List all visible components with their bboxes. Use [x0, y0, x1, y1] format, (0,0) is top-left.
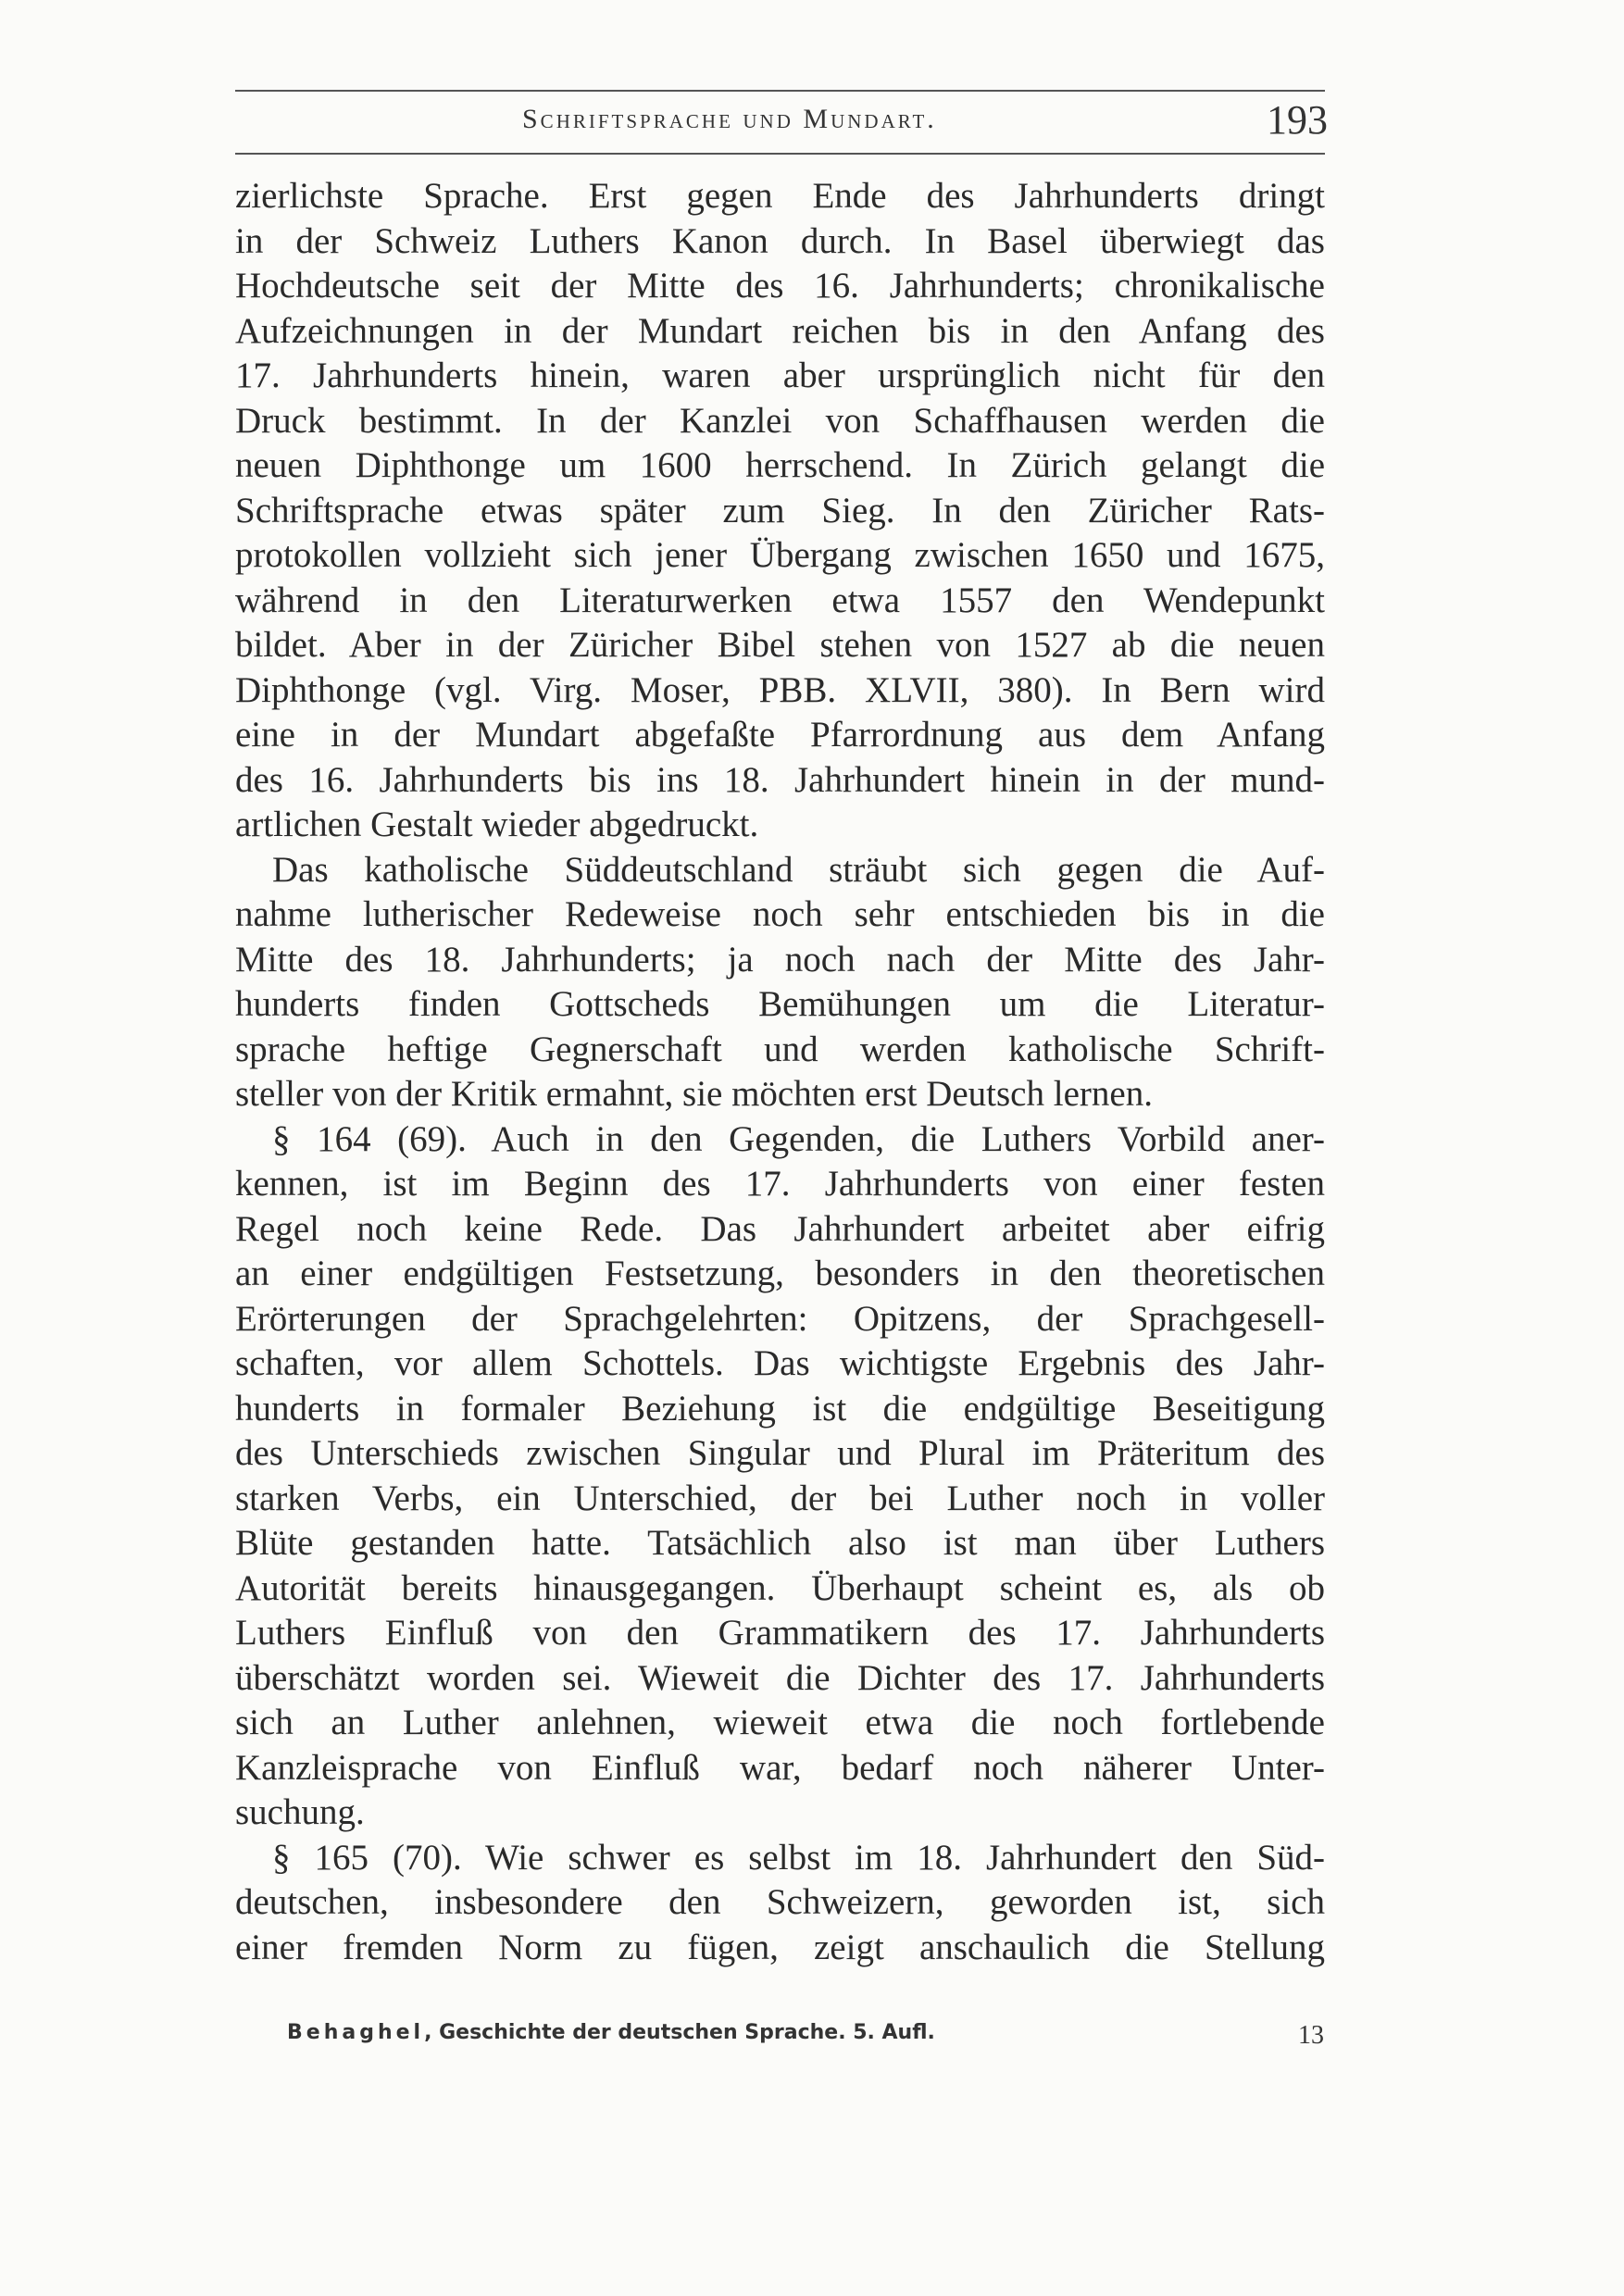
text-line: einer fremden Norm zu fügen, zeigt anschaulich die Stellung: [235, 1927, 1325, 1967]
text-line: nahme lutherischer Redeweise noch sehr entschieden bis in die: [235, 894, 1325, 934]
text-line: Druck bestimmt. In der Kanzlei von Schaffhausen werden die: [235, 400, 1325, 441]
text-line: protokollen vollzieht sich jener Übergang zwischen 1650 und 1675,: [235, 535, 1325, 575]
text-line: eine in der Mundart abgefaßte Pfarrordnung aus dem Anfang: [235, 715, 1325, 755]
text-line: artlichen Gestalt wieder abgedruckt.: [235, 805, 759, 844]
text-line: Autorität bereits hinausgegangen. Überhaupt scheint es, als ob: [235, 1567, 1325, 1608]
text-line: Blüte gestanden hatte. Tatsächlich also ist man über Luthers: [235, 1523, 1325, 1563]
text-line: überschätzt worden sei. Wieweit die Dichter des 17. Jahrhunderts: [235, 1657, 1325, 1698]
text-line: § 165 (70). Wie schwer es selbst im 18. Jahrhundert den Süd-: [272, 1837, 1325, 1878]
body-text: [235, 174, 1325, 1970]
footer-line: [287, 2021, 1324, 2050]
text-line: steller von der Kritik ermahnt, sie möchten erst Deutsch lernen.: [235, 1074, 1153, 1114]
text-line: hunderts in formaler Beziehung ist die endgültige Beseitigung: [235, 1388, 1325, 1429]
text-line: § 164 (69). Auch in den Gegenden, die Luthers Vorbild aner-: [272, 1118, 1325, 1159]
text-line: an einer endgültigen Festsetzung, besonders in den theoretischen: [235, 1254, 1325, 1293]
text-line: starken Verbs, ein Unterschied, der bei Luther noch in voller: [235, 1478, 1325, 1518]
text-line: Diphthonge (vgl. Virg. Moser, PBB. XLVII, 380). In Bern wird: [235, 669, 1325, 710]
text-line: deutschen, insbesondere den Schweizern, geworden ist, sich: [235, 1882, 1325, 1922]
text-line: Das katholische Süddeutschland sträubt sich gegen die Auf-: [272, 849, 1325, 890]
text-line: suchung.: [235, 1792, 365, 1832]
header-rule-bottom: [235, 153, 1325, 155]
text-line: schaften, vor allem Schottels. Das wichtigste Ergebnis des Jahr-: [235, 1343, 1325, 1383]
footer-title: , Geschichte der deutschen Sprache. 5. Aufl.: [424, 2021, 935, 2044]
text-line: in der Schweiz Luthers Kanon durch. In Basel überwiegt das: [235, 220, 1325, 261]
text-line: Kanzleisprache von Einfluß war, bedarf noch näherer Unter-: [235, 1747, 1325, 1788]
text-line: sich an Luther anlehnen, wieweit etwa die noch fortlebende: [235, 1703, 1325, 1742]
header-rule-top: [235, 90, 1325, 92]
text-line: kennen, ist im Beginn des 17. Jahrhunderts von einer festen: [235, 1164, 1325, 1204]
text-line: des Unterschieds zwischen Singular und Plural im Präteritum des: [235, 1433, 1325, 1473]
signature-mark: 13: [1298, 2021, 1324, 2050]
footer-author: Behaghel: [287, 2021, 425, 2044]
text-line: bildet. Aber in der Züricher Bibel stehen von 1527 ab die neuen: [235, 625, 1325, 665]
text-line: während in den Literaturwerken etwa 1557 den Wendepunkt: [235, 580, 1325, 620]
text-line: Luthers Einfluß von den Grammatikern des 17. Jahrhunderts: [235, 1613, 1325, 1653]
text-line: zierlichste Sprache. Erst gegen Ende des Jahrhunderts dringt: [235, 176, 1325, 216]
text-line: Aufzeichnungen in der Mundart reichen bis in den Anfang des: [235, 310, 1325, 351]
text-line: des 16. Jahrhunderts bis ins 18. Jahrhundert hinein in der mund-: [235, 759, 1325, 800]
text-line: Schriftsprache etwas später zum Sieg. In den Züricher Rats-: [235, 490, 1325, 530]
text-line: hunderts finden Gottscheds Bemühungen um die Literatur-: [235, 984, 1325, 1024]
text-line: Hochdeutsche seit der Mitte des 16. Jahrhunderts; chronikalische: [235, 266, 1325, 306]
paragraph: [235, 848, 1325, 1117]
text-line: Mitte des 18. Jahrhunderts; ja noch nach der Mitte des Jahr-: [235, 939, 1325, 980]
page-number: 193: [1267, 97, 1328, 143]
text-line: Regel noch keine Rede. Das Jahrhundert arbeitet aber eifrig: [235, 1208, 1325, 1249]
text-line: Erörterungen der Sprachgelehrten: Opitzens, der Sprachgesell-: [235, 1298, 1325, 1339]
running-title: Schriftsprache und Mundart.: [522, 104, 937, 134]
text-line: sprache heftige Gegnerschaft und werden katholische Schrift-: [235, 1029, 1325, 1069]
book-page: [235, 0, 1328, 2296]
text-line: neuen Diphthonge um 1600 herrschend. In Zürich gelangt die: [235, 445, 1325, 485]
paragraph: [235, 1117, 1325, 1836]
text-line: 17. Jahrhunderts hinein, waren aber ursprünglich nicht für den: [235, 356, 1325, 395]
paragraph: [235, 1836, 1325, 1971]
paragraph: [235, 174, 1325, 848]
